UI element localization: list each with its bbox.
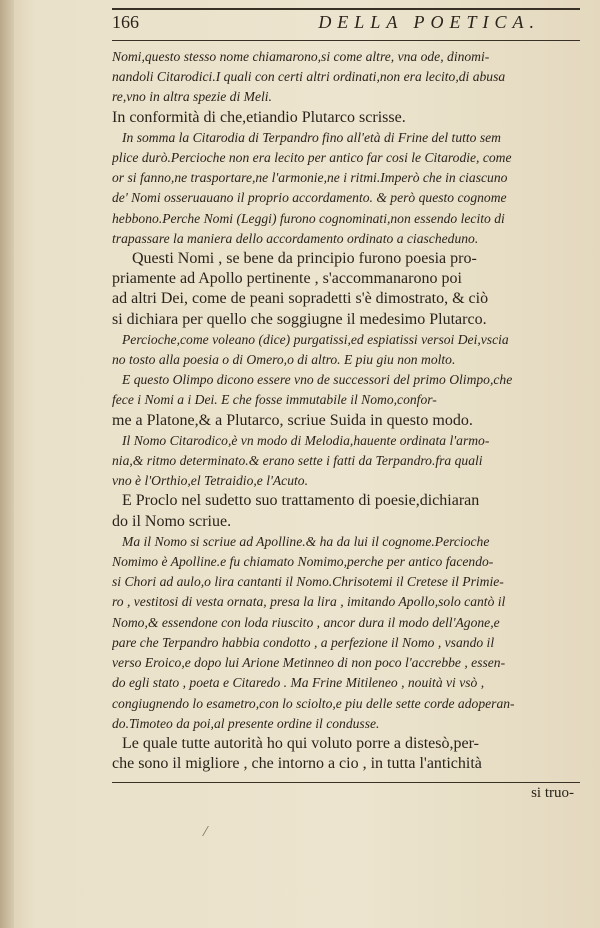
body-text <box>112 47 580 774</box>
text-line: plice durò.Percioche non era lecito per antico far cosi le Citarodie, come <box>112 150 512 166</box>
text-line: do.Timoteo da poi,al presente ordine il condusse. <box>112 715 380 731</box>
page-mark <box>202 826 223 836</box>
text-line: Ma il Nomo si scriue ad Apolline.& ha da lui il cognome.Percioche <box>122 533 490 549</box>
text-line: Percioche,come voleano (dice) purgatissi,ed espiatissi versoi Dei,vscia <box>122 331 509 347</box>
text-line: or si fanno,ne trasportare,ne l'armonie,ne i ritmi.Imperò che in ciascuno <box>112 170 508 186</box>
page-header <box>112 8 580 38</box>
text-line: nia,& ritmo determinato.& erano sette i fatti da Terpandro.fra quali <box>112 453 483 469</box>
text-line: no tosto alla poesia o di Omero,o di altro. E piu giu non molto. <box>112 352 456 368</box>
text-line: ad altri Dei, come de peani sopradetti s'è dimostrato, & ciò <box>112 290 489 308</box>
text-line: Nomo,& essendone con loda riuscito , ancor dura il modo dell'Agone,e <box>112 614 500 630</box>
text-line: si Chori ad aulo,o lira cantanti il Nomo.Chrisotemi il Cretese il Primie- <box>112 574 504 590</box>
text-line: che sono il migliore , che intorno a cio , in tutta l'antichità <box>112 755 482 773</box>
text-line: si dichiara per quello che soggiugne il medesimo Plutarco. <box>112 310 487 328</box>
text-line: Questi Nomi , se bene da principio furono poesia pro- <box>132 250 477 268</box>
running-head: DELLA POETICA. <box>318 12 540 32</box>
text-line: Il Nomo Citarodico,è vn modo di Melodia,hauente ordinata l'armo- <box>122 432 490 448</box>
text-line: priamente ad Apollo pertinente , s'accommanarono poi <box>112 270 462 288</box>
text-line: do il Nomo scriue. <box>112 512 232 530</box>
text-line: de' Nomi osseruauano il proprio accordamento. & però questo cognome <box>112 190 507 206</box>
text-line: do egli stato , poeta e Citaredo . Ma Frine Mitileneo , nouità vi vsò , <box>112 675 485 691</box>
text-line: re,vno in altra spezie di Meli. <box>112 89 272 105</box>
catchword: si truo- <box>531 785 574 802</box>
page-binding-shadow <box>0 0 14 928</box>
text-line: congiugnendo lo esametro,con lo sciolto,e piu delle sette corde adoperan- <box>112 695 515 711</box>
text-line: Nomi,questo stesso nome chiamarono,si come altre, vna ode, dinomi- <box>112 49 490 64</box>
header-rule <box>112 40 580 41</box>
text-line: me a Platone,& a Plutarco, scriue Suida in questo modo. <box>112 411 473 429</box>
text-line: In conformità di che,etiandio Plutarco scrisse. <box>112 108 406 126</box>
text-line: nandoli Citarodici.I quali con certi altri ordinati,non era lecito,di abusa <box>112 69 506 85</box>
text-line: Nomimo è Apolline.e fu chiamato Nomimo,perche per antico facendo- <box>112 554 494 570</box>
text-line: pare che Terpandro habbia condotto , a perfezione il Nomo , vsando il <box>112 634 495 650</box>
text-line: E questo Olimpo dicono essere vno de successori del primo Olimpo,che <box>122 372 513 388</box>
text-line: ro , vestitosi di vesta ornata, presa la lira , imitando Apollo,solo cantò il <box>112 594 506 610</box>
page-number: 166 <box>112 12 139 32</box>
text-line: E Proclo nel sudetto suo trattamento di poesie,dichiaran <box>122 492 480 510</box>
footer-rule <box>112 782 580 809</box>
text-line: Le quale tutte autorità ho qui voluto porre a distesò,per- <box>122 734 479 752</box>
text-block <box>112 8 580 809</box>
text-line: hebbono.Perche Nomi (Leggi) furono cognominati,non essendo lecito di <box>112 210 505 226</box>
text-line: trapassare la maniera dello accordamento ordinato a ciascheduno. <box>112 230 479 246</box>
text-line: vno è l'Orthio,el Tetraidio,e l'Acuto. <box>112 473 308 489</box>
text-line: verso Eroico,e dopo lui Arione Metinneo di non poco l'accrebbe , essen- <box>112 655 506 671</box>
text-line: fece i Nomi a i Dei. E che fosse immutabile il Nomo,confor- <box>112 392 437 408</box>
text-line: In somma la Citarodia di Terpandro fino all'età di Frine del tutto sem <box>122 129 502 145</box>
